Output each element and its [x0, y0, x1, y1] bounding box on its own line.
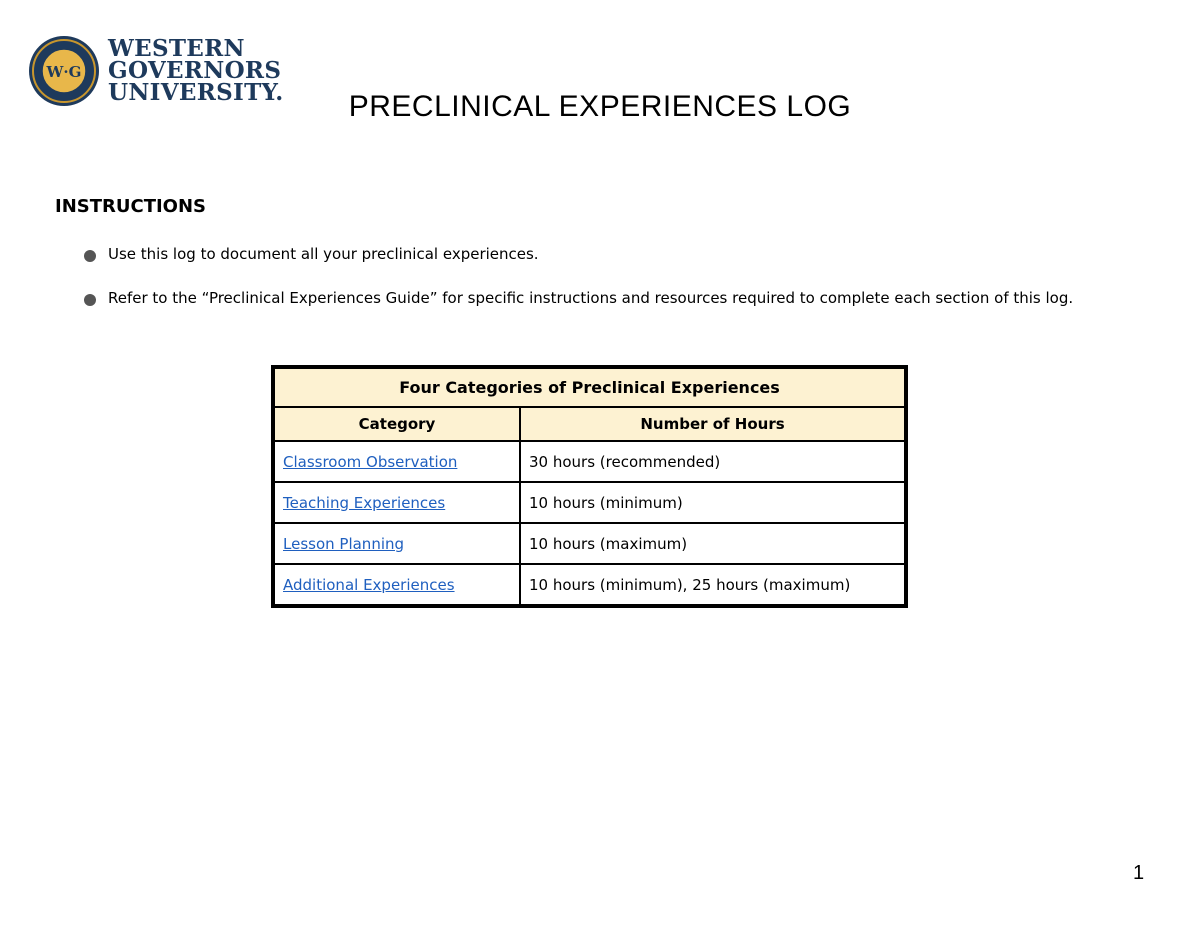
table-row [273, 523, 906, 564]
instructions-heading: INSTRUCTIONS [55, 196, 206, 217]
category-link-teaching-experiences[interactable]: Teaching Experiences [283, 493, 446, 512]
category-link-lesson-planning[interactable]: Lesson Planning [283, 534, 405, 553]
page-title: PRECLINICAL EXPERIENCES LOG [348, 90, 852, 123]
bullet-icon [84, 294, 96, 306]
category-link-classroom-observation[interactable]: Classroom Observation [283, 452, 458, 471]
table-row [273, 564, 906, 606]
logo-line-governors: GOVERNORS [108, 57, 282, 84]
categories-table [271, 365, 908, 608]
category-cell [273, 564, 520, 606]
hours-cell: 10 hours (minimum), 25 hours (maximum) [520, 564, 906, 606]
column-header-category: Category [273, 407, 520, 441]
hours-cell: 10 hours (maximum) [520, 523, 906, 564]
bullet-icon [84, 250, 96, 262]
page-number: 1 [1133, 862, 1145, 884]
instruction-text: Use this log to document all your preclinical experiences. [108, 245, 539, 263]
category-cell [273, 482, 520, 523]
hours-cell: 10 hours (minimum) [520, 482, 906, 523]
hours-cell: 30 hours (recommended) [520, 441, 906, 482]
table-row [273, 482, 906, 523]
category-link-additional-experiences[interactable]: Additional Experiences [283, 575, 455, 594]
column-header-hours: Number of Hours [520, 407, 906, 441]
svg-text:W·G: W·G [46, 63, 82, 81]
instruction-text: Refer to the “Preclinical Experiences Guide” for specific instructions and resources required to complete each section of this log. [108, 289, 1074, 307]
category-cell [273, 441, 520, 482]
logo-line-university: UNIVERSITY. [108, 79, 284, 106]
logo-line-western: WESTERN [108, 35, 245, 62]
table-row [273, 441, 906, 482]
category-cell [273, 523, 520, 564]
table-caption: Four Categories of Preclinical Experiences [273, 367, 906, 407]
